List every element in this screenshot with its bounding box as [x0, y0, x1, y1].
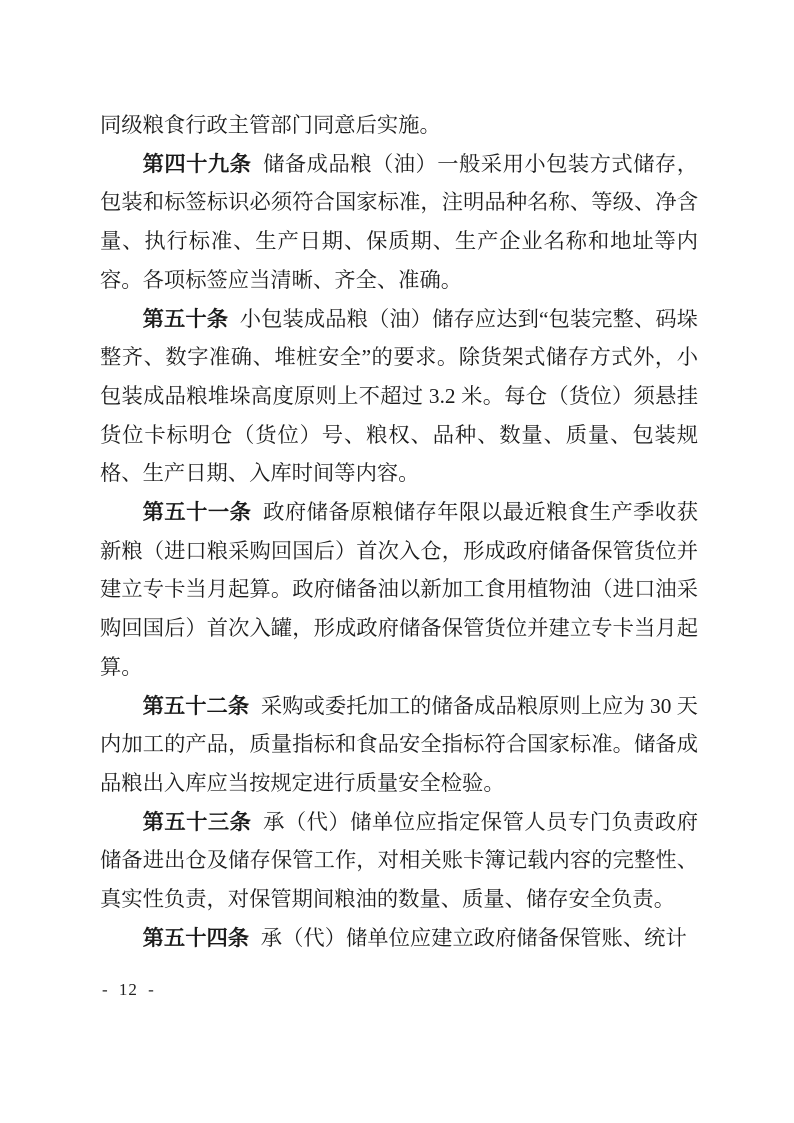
article-50-text: 小包装成品粮（油）储存应达到“包装完整、码垛整齐、数字准确、堆桩安全”的要求。除货架式储存方式外，小包装成品粮堆垛高度原则上不超过 3.2 米。每仓（货位）须悬挂货位卡标明仓（货位）号、粮权、品种、数量、质量、包装规格、生产日期、入库时间等内容。 [100, 306, 698, 486]
page-number: - 12 - [102, 980, 155, 999]
article-52-paragraph [100, 687, 698, 803]
article-52-text: 采购或委托加工的储备成品粮原则上应为 30 天内加工的产品，质量指标和食品安全指标符合国家标准。储备成品粮出入库应当按规定进行质量安全检验。 [100, 693, 698, 795]
article-53-paragraph [100, 803, 698, 919]
article-52-heading: 第五十二条 [142, 693, 250, 718]
article-51-heading: 第五十一条 [142, 500, 252, 525]
article-54-heading: 第五十四条 [142, 925, 250, 950]
article-53-text: 承（代）储单位应指定保管人员专门负责政府储备进出仓及储存保管工作，对相关账卡簿记载内容的完整性、真实性负责，对保管期间粮油的数量、质量、储存安全负责。 [100, 809, 698, 912]
document-body [100, 106, 698, 957]
article-49-paragraph [100, 145, 698, 300]
article-50-paragraph [100, 300, 698, 494]
page-footer [102, 979, 155, 1001]
article-51-text: 政府储备原粮储存年限以最近粮食生产季收获新粮（进口粮采购回国后）首次入仓，形成政府储备保管货位并建立专卡当月起算。政府储备油以新加工食用植物油（进口油采购回国后）首次入罐，形成政府储备保管货位并建立专卡当月起算。 [100, 500, 698, 679]
article-51-paragraph [100, 493, 698, 687]
article-49-heading: 第四十九条 [142, 151, 252, 176]
article-50-heading: 第五十条 [142, 306, 229, 331]
paragraph-continuation [100, 106, 698, 145]
article-53-heading: 第五十三条 [142, 809, 252, 834]
article-54-paragraph [100, 919, 698, 958]
article-49-text: 储备成品粮（油）一般采用小包装方式储存，包装和标签标识必须符合国家标准，注明品种名称、等级、净含量、执行标准、生产日期、保质期、生产企业名称和地址等内容。各项标签应当清晰、齐全、准确。 [100, 151, 698, 292]
article-54-text: 承（代）储单位应建立政府储备保管账、统计 [260, 925, 687, 950]
paragraph-continuation-text: 同级粮食行政主管部门同意后实施。 [100, 113, 441, 137]
